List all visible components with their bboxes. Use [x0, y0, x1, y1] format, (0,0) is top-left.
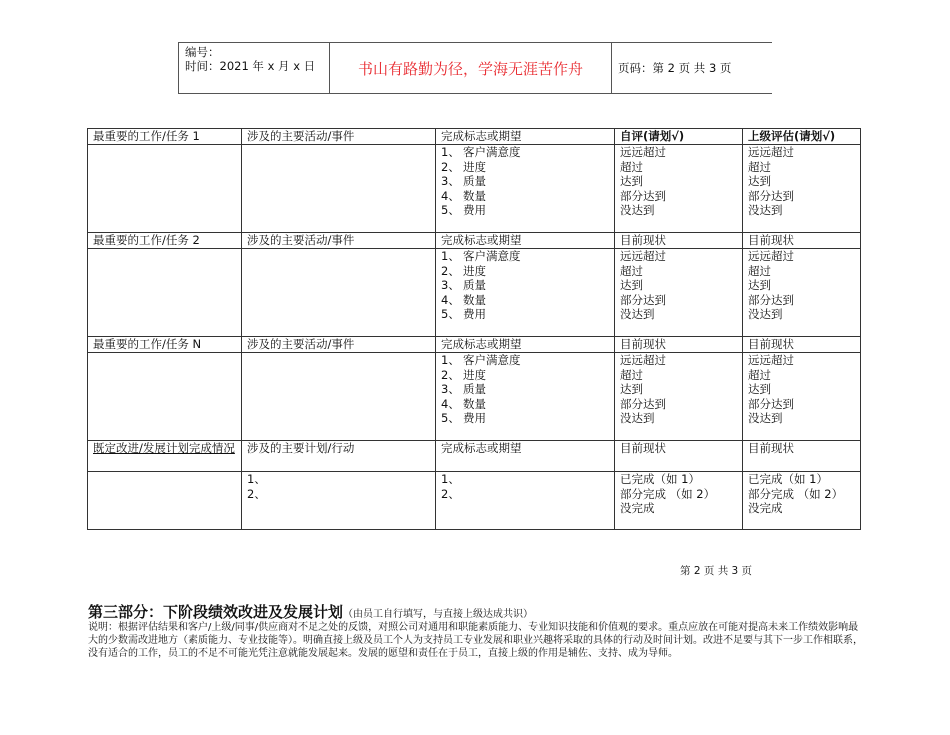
task2-title: 最重要的工作/任务 2	[88, 233, 242, 249]
activity-header: 涉及的主要活动/事件	[242, 337, 436, 353]
criteria-header: 完成标志或期望	[436, 233, 615, 249]
task-cell[interactable]	[88, 249, 242, 337]
number-label: 编号：	[185, 45, 220, 59]
section-note: （由员工自行填写，与直接上级达成共识）	[343, 609, 534, 620]
table-row	[88, 233, 861, 249]
table-row	[88, 145, 861, 233]
section-heading	[88, 601, 533, 622]
task-cell[interactable]	[88, 353, 242, 441]
current-status-header: 目前现状	[743, 441, 861, 472]
table-row	[88, 337, 861, 353]
plan-self-status[interactable]: 已完成（如 1） 部分完成 （如 2） 没完成	[615, 472, 743, 530]
header-motto: 书山有路勤为径，学海无涯苦作舟	[330, 43, 612, 93]
evaluation-table	[87, 128, 861, 530]
criteria-list: 1、 客户满意度 2、 进度 3、 质量 4、 数量 5、 费用	[436, 353, 615, 441]
current-status-header: 目前现状	[615, 337, 743, 353]
criteria-header: 完成标志或期望	[436, 129, 615, 145]
activity-cell[interactable]	[242, 353, 436, 441]
plan-activity-header: 涉及的主要计划/行动	[242, 441, 436, 472]
section-title: 第三部分：下阶段绩效改进及发展计划	[88, 603, 344, 621]
criteria-header: 完成标志或期望	[436, 441, 615, 472]
plan-super-status[interactable]: 已完成（如 1） 部分完成 （如 2） 没完成	[743, 472, 861, 530]
taskN-title: 最重要的工作/任务 N	[88, 337, 242, 353]
self-rating-options[interactable]: 远远超过 超过 达到 部分达到 没达到	[615, 249, 743, 337]
task1-title: 最重要的工作/任务 1	[88, 129, 242, 145]
super-rating-options[interactable]: 远远超过 超过 达到 部分达到 没达到	[743, 145, 861, 233]
task-cell[interactable]	[88, 145, 242, 233]
current-status-header: 目前现状	[615, 233, 743, 249]
plan-title: 既定改进/发展计划完成情况	[88, 441, 242, 472]
table-row	[88, 249, 861, 337]
header-page-code: 页码：第 2 页 共 3 页	[618, 61, 732, 75]
current-status-header: 目前现状	[743, 233, 861, 249]
plan-criteria-items[interactable]: 1、 2、	[436, 472, 615, 530]
activity-cell[interactable]	[242, 249, 436, 337]
self-rating-options[interactable]: 远远超过 超过 达到 部分达到 没达到	[615, 353, 743, 441]
criteria-header: 完成标志或期望	[436, 337, 615, 353]
super-rating-options[interactable]: 远远超过 超过 达到 部分达到 没达到	[743, 249, 861, 337]
table-row	[88, 353, 861, 441]
super-eval-header: 上级评估(请划√)	[743, 129, 861, 145]
super-rating-options[interactable]: 远远超过 超过 达到 部分达到 没达到	[743, 353, 861, 441]
table-row	[88, 441, 861, 472]
document-header	[178, 42, 772, 94]
self-rating-options[interactable]: 远远超过 超过 达到 部分达到 没达到	[615, 145, 743, 233]
criteria-list: 1、 客户满意度 2、 进度 3、 质量 4、 数量 5、 费用	[436, 249, 615, 337]
criteria-list: 1、 客户满意度 2、 进度 3、 质量 4、 数量 5、 费用	[436, 145, 615, 233]
page-footer: 第 2 页 共 3 页	[680, 565, 753, 577]
plan-cell[interactable]	[88, 472, 242, 530]
header-meta-cell	[179, 43, 330, 93]
time-label: 时间：2021 年 x 月 x 日	[185, 59, 316, 73]
activity-header: 涉及的主要活动/事件	[242, 129, 436, 145]
self-eval-header: 自评(请划√)	[615, 129, 743, 145]
table-row	[88, 129, 861, 145]
current-status-header: 目前现状	[743, 337, 861, 353]
current-status-header: 目前现状	[615, 441, 743, 472]
plan-items[interactable]: 1、 2、	[242, 472, 436, 530]
section-description: 说明：根据评估结果和客户/上级/同事/供应商对不足之处的反馈，对照公司对通用和职能素质能力、专业知识技能和价值观的要求。重点应放在可能对提高未来工作绩效影响最大的少数需改进地方（素质能力、专业技能等）。明确直接上级及员工个人为支持员工专业发展和职业兴趣将采取的具体的行动及时间计划。改进不足要与其下一步工作相联系，没有适合的工作，员工的不足不可能光凭注意就能发展起来。发展的愿望和责任在于员工，直接上级的作用是辅佐、支持、成为导师。	[88, 622, 863, 659]
activity-header: 涉及的主要活动/事件	[242, 233, 436, 249]
table-row	[88, 472, 861, 530]
activity-cell[interactable]	[242, 145, 436, 233]
